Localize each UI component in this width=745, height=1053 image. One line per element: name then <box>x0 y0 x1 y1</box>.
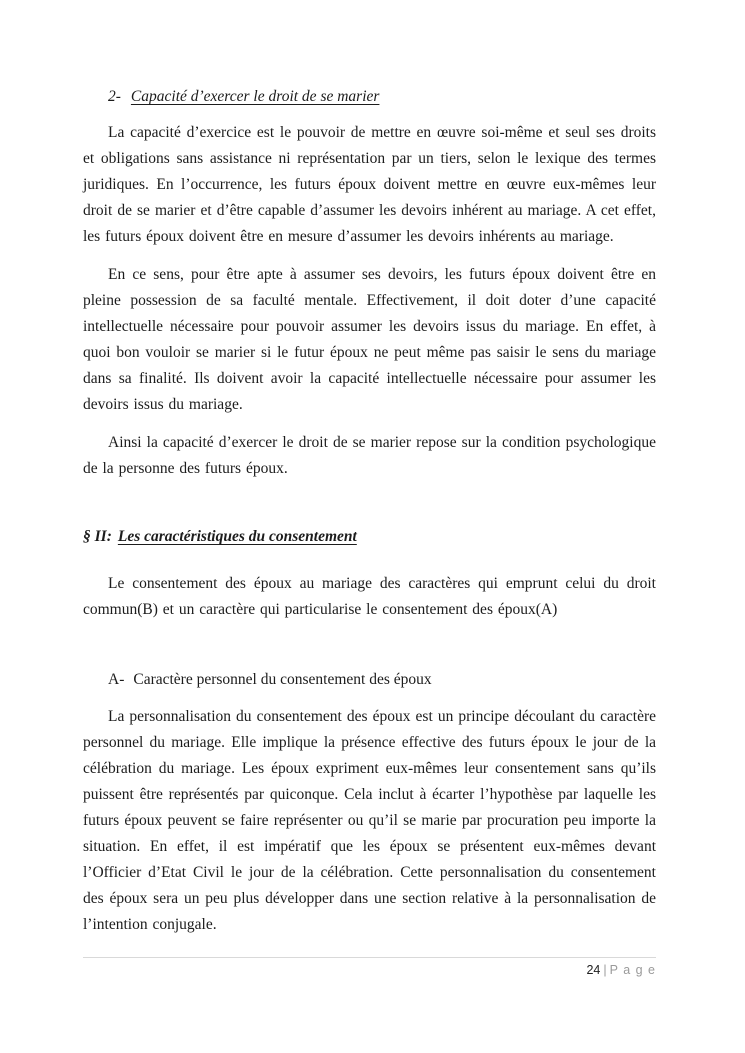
paragraph-capacite-exercice: La capacité d’exercice est le pouvoir de mettre en œuvre soi-même et seul ses droits et obligations sans assistance ni représentation par un tiers, selon le lexique des termes juridiques. En l’occurrence, les futurs époux doivent mettre en œuvre eux-mêmes leur droit de se marier et d’être capable d’assumer les devoirs inhérent au mariage. A cet effet, les futurs époux doivent être en mesure d’assumer les devoirs inhérents au mariage. <box>83 124 656 245</box>
heading-2-title: Capacité d’exercer le droit de se marier <box>130 88 380 105</box>
page-footer <box>83 957 656 978</box>
section-heading-title: Les caractéristiques du consentement <box>117 528 357 545</box>
heading-a-marker: A- <box>108 671 125 688</box>
paragraph-faculte-mentale: En ce sens, pour être apte à assumer ses devoirs, les futurs époux doivent être en pleine possession de sa faculté mentale. Effectivement, il doit doter d’une capacité intellectuelle nécessaire pour pouvoir assumer les devoirs issus du mariage. En effet, à quoi bon vouloir se marier si le futur époux ne peut même pas saisir le sens du mariage dans sa finalité. Ils doivent avoir la capacité intellectuelle nécessaire pour assumer les devoirs issus du mariage. <box>83 266 656 413</box>
page-label: P a g e <box>609 963 656 977</box>
heading-2-marker: 2- <box>108 88 121 105</box>
page-number: 24 <box>586 963 601 977</box>
heading-2 <box>83 84 656 110</box>
section-heading-marker: § II: <box>83 528 112 545</box>
document-content <box>83 84 656 938</box>
footer-separator: | <box>603 963 607 977</box>
section-heading-ii <box>83 524 656 550</box>
paragraph-personnalisation: La personnalisation du consentement des époux est un principe découlant du caractère personnel du mariage. Elle implique la présence effective des futurs époux le jour de la célébration du mariage. Les époux expriment eux-mêmes leur consentement sans qu’ils puissent être représentés par quiconque. Cela inclut à écarter l’hypothèse par laquelle les futurs époux peuvent se faire représenter ou qu’il se marie par procuration peu importe la situation. En effet, il est impératif que les époux se présentent eux-mêmes devant l’Officier d’Etat Civil le jour de la célébration. Cette personnalisation du consentement des époux sera un peu plus développer dans une section relative à la personnalisation de l’intention conjugale. <box>83 708 656 933</box>
heading-a <box>83 667 656 693</box>
heading-a-title: Caractère personnel du consentement des époux <box>133 671 432 688</box>
paragraph-condition-psychologique: Ainsi la capacité d’exercer le droit de se marier repose sur la condition psychologique de la personne des futurs époux. <box>83 434 656 477</box>
paragraph-consentement-caracteres: Le consentement des époux au mariage des caractères qui emprunt celui du droit commun(B) et un caractère qui particularise le consentement des époux(A) <box>83 575 656 618</box>
